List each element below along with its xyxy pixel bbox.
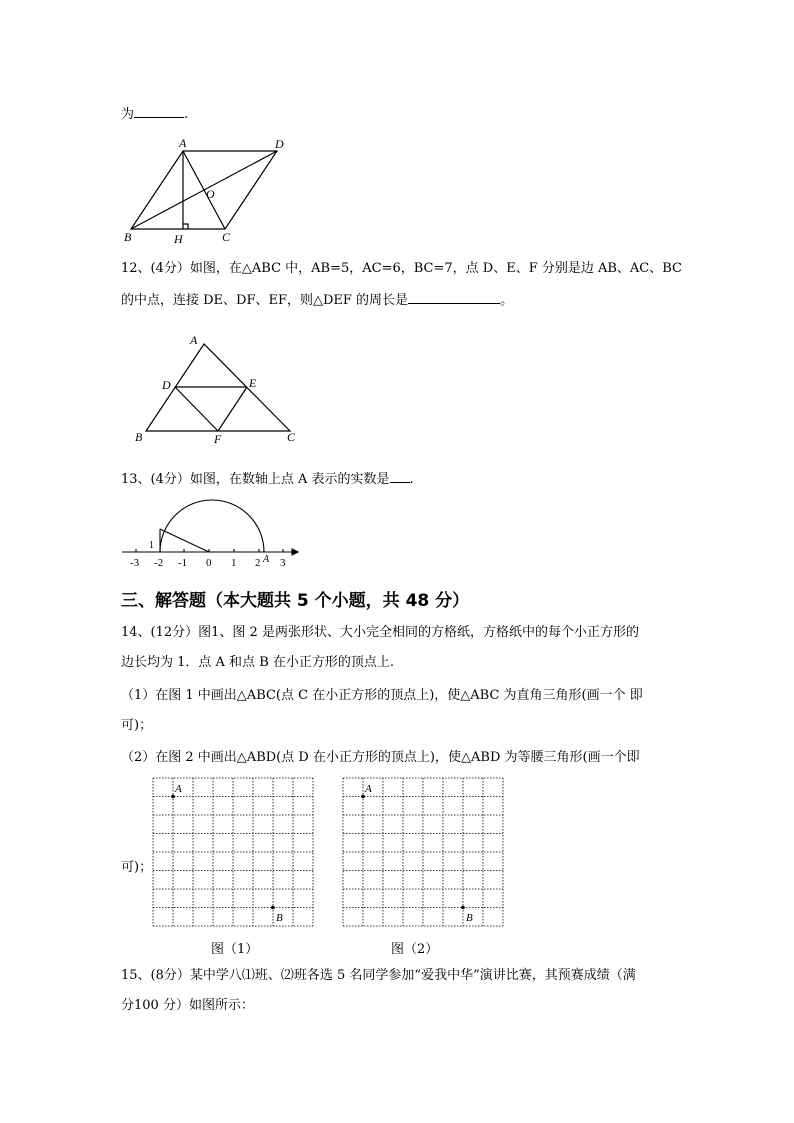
q12-line2 [121,291,513,309]
q12-line1: 12、(4分）如图，在△ABC 中，AB=5，AC=6，BC=7，点 D、E、F 分别是边 AB、AC、BC [121,261,682,276]
label-a: A [179,136,187,150]
semicircle-arc [160,500,264,552]
q12-line2-prefix: 的中点，连接 DE、DF、EF，则△DEF 的周长是 [121,293,409,308]
grid-figure-1 [153,778,317,930]
point-a-label: A [175,783,182,795]
q11-answer-blank[interactable] [134,105,184,118]
tick-label: 2 [255,557,261,569]
q13-answer-blank[interactable] [390,470,410,483]
q15-line2: 分100 分）如图所示： [121,998,254,1013]
section-heading: 三、解答题（本大题共 5 个小题，共 48 分） [121,591,470,611]
label-b: B [135,430,143,444]
point-a-dot[interactable] [361,795,365,799]
tick-label: 0 [206,557,212,569]
q13-suffix: . [409,472,414,487]
tick-label: -2 [154,557,164,569]
point-a-label: A [365,783,372,795]
label-d: D [162,378,171,392]
q12-answer-blank[interactable] [408,291,500,304]
hypotenuse [160,529,209,552]
point-b-dot[interactable] [271,906,275,910]
label-c: C [287,430,296,444]
diagonal-ac [183,151,225,229]
point-a-label: A [263,554,270,565]
q11-tail-line [121,105,188,123]
point-a-dot[interactable] [171,795,175,799]
label-a: A [190,333,198,347]
triangle-figure [130,335,310,447]
grid-figure-2 [343,778,507,930]
q11-prefix: 为 [121,107,135,122]
q13-prefix: 13、(4分）如图，在数轴上点 A 表示的实数是 [121,472,390,487]
label-d: D [275,137,284,151]
point-b-label: B [466,912,473,924]
q14-line3: （1）在图 1 中画出△ABC(点 C 在小正方形的顶点上)，使△ABC 为直角三角形(画一个 即 [121,688,643,703]
q14-line6: 可)； [121,860,153,875]
grid-lines [153,778,313,926]
q11-suffix: . [184,107,189,122]
label-b: B [124,230,132,244]
tick-label: -1 [178,557,188,569]
grid-1-caption: 图（1） [211,942,259,957]
tick-label: 3 [280,557,286,569]
label-e: E [249,376,257,390]
label-h: H [174,232,183,246]
grid-2-caption: 图（2） [391,942,439,957]
q15-line1: 15、(8分）某中学八⑴班、⑵班各选 5 名同学参加“爱我中华”演讲比赛，其预赛成绩（满 [121,968,636,983]
q14-line1: 14、(12分）图1、图 2 是两张形状、大小完全相同的方格纸，方格纸中的每个小正方形的 [121,625,639,640]
label-c: C [222,230,231,244]
label-o: O [206,187,215,201]
numberline-figure [118,490,308,570]
q14-line4: 可)； [121,718,153,733]
tick-label: -3 [130,557,140,569]
tick-label: 1 [231,557,237,569]
parallelogram-figure [115,135,315,245]
point-b-label: B [276,912,283,924]
right-angle-mark [183,224,188,229]
point-b-dot[interactable] [461,906,465,910]
grid-lines [343,778,503,926]
height-label: 1 [149,540,154,551]
q14-line2: 边长均为 1．点 A 和点 B 在小正方形的顶点上. [121,655,395,670]
q13-line [121,470,414,488]
axis-arrow [292,549,298,555]
segment-ef [218,387,247,431]
q14-line5: （2）在图 2 中画出△ABD(点 D 在小正方形的顶点上)，使△ABD 为等腰三角形(画一个即 [121,750,640,765]
label-f: F [214,432,222,446]
segment-df [175,387,218,431]
q12-line2-suffix: 。 [500,293,514,308]
